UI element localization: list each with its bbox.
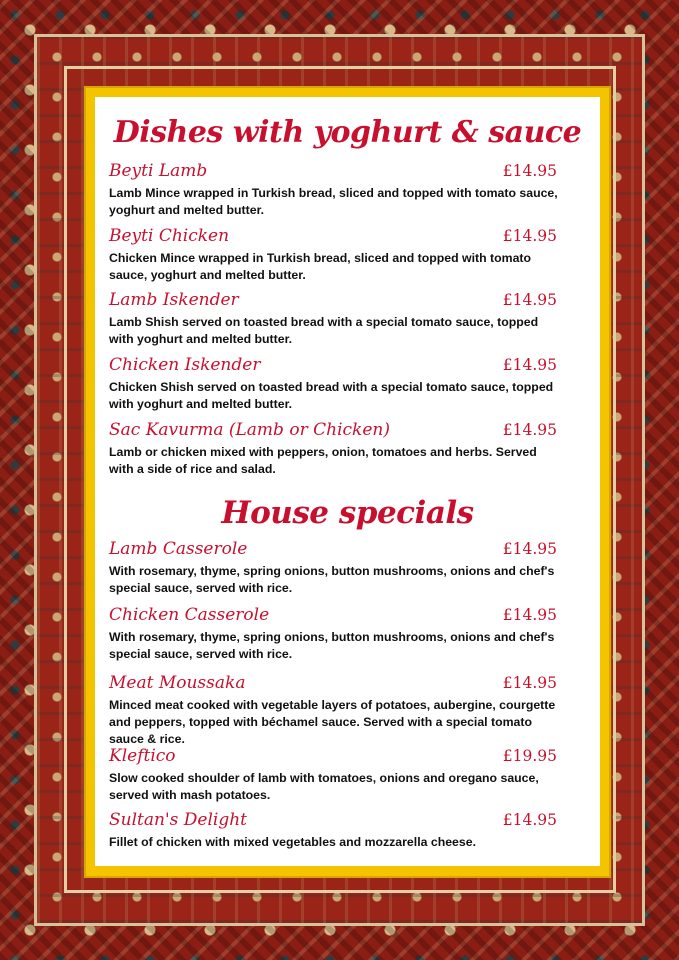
menu-item-sultans-delight <box>109 809 559 851</box>
item-name: Chicken Iskender <box>109 355 261 375</box>
section-title-house-specials: House specials <box>221 495 474 531</box>
menu-item-beyti-chicken <box>109 225 559 284</box>
menu-item-beyti-lamb <box>109 160 559 219</box>
menu-card <box>95 97 600 866</box>
item-description: Fillet of chicken with mixed vegetables and mozzarella cheese. <box>109 835 476 849</box>
item-name: Sultan's Delight <box>109 810 247 830</box>
item-name: Kleftico <box>109 746 176 766</box>
item-price: £14.95 <box>502 421 557 439</box>
item-price: £14.95 <box>502 291 557 309</box>
item-description: Lamb or chicken mixed with peppers, onion, tomatoes and herbs. Served with a side of rice and salad. <box>109 445 537 476</box>
item-description: With rosemary, thyme, spring onions, button mushrooms, onions and chef's special sauce, served with rice. <box>109 564 555 595</box>
item-description: Chicken Shish served on toasted bread with a special tomato sauce, topped with yoghurt and melted butter. <box>109 380 554 411</box>
item-price: £14.95 <box>502 227 557 245</box>
item-description: Lamb Shish served on toasted bread with a special tomato sauce, topped with yoghurt and melted butter. <box>109 315 539 346</box>
item-name: Sac Kavurma (Lamb or Chicken) <box>109 420 390 440</box>
menu-item-chicken-iskender <box>109 354 559 413</box>
item-price: £19.95 <box>502 747 557 765</box>
item-price: £14.95 <box>502 674 557 692</box>
item-name: Meat Moussaka <box>109 673 246 693</box>
item-price: £14.95 <box>502 162 557 180</box>
item-name: Lamb Casserole <box>109 539 248 559</box>
menu-item-chicken-casserole <box>109 604 559 663</box>
item-description: Lamb Mince wrapped in Turkish bread, sliced and topped with tomato sauce, yoghurt and melted butter. <box>109 186 558 217</box>
menu-item-lamb-iskender <box>109 289 559 348</box>
section-title-yoghurt-sauce: Dishes with yoghurt & sauce <box>113 115 582 150</box>
item-price: £14.95 <box>502 606 557 624</box>
item-name: Lamb Iskender <box>109 290 239 310</box>
item-description: Chicken Mince wrapped in Turkish bread, sliced and topped with tomato sauce, yoghurt and melted butter. <box>109 251 532 282</box>
item-price: £14.95 <box>502 811 557 829</box>
item-name: Beyti Lamb <box>109 161 208 181</box>
item-description: With rosemary, thyme, spring onions, button mushrooms, onions and chef's special sauce, served with rice. <box>109 630 555 661</box>
menu-item-lamb-casserole <box>109 538 559 597</box>
item-price: £14.95 <box>502 356 557 374</box>
item-name: Beyti Chicken <box>109 226 230 246</box>
item-description: Minced meat cooked with vegetable layers of potatoes, aubergine, courgette and peppers, topped with béchamel sauce. Served with a special tomato sauce & rice. <box>109 698 556 746</box>
item-price: £14.95 <box>502 540 557 558</box>
item-name: Chicken Casserole <box>109 605 270 625</box>
menu-item-sac-kavurma <box>109 419 559 478</box>
menu-item-kleftico <box>109 745 559 804</box>
item-description: Slow cooked shoulder of lamb with tomatoes, onions and oregano sauce, served with mash potatoes. <box>109 771 539 802</box>
menu-item-meat-moussaka <box>109 672 559 748</box>
